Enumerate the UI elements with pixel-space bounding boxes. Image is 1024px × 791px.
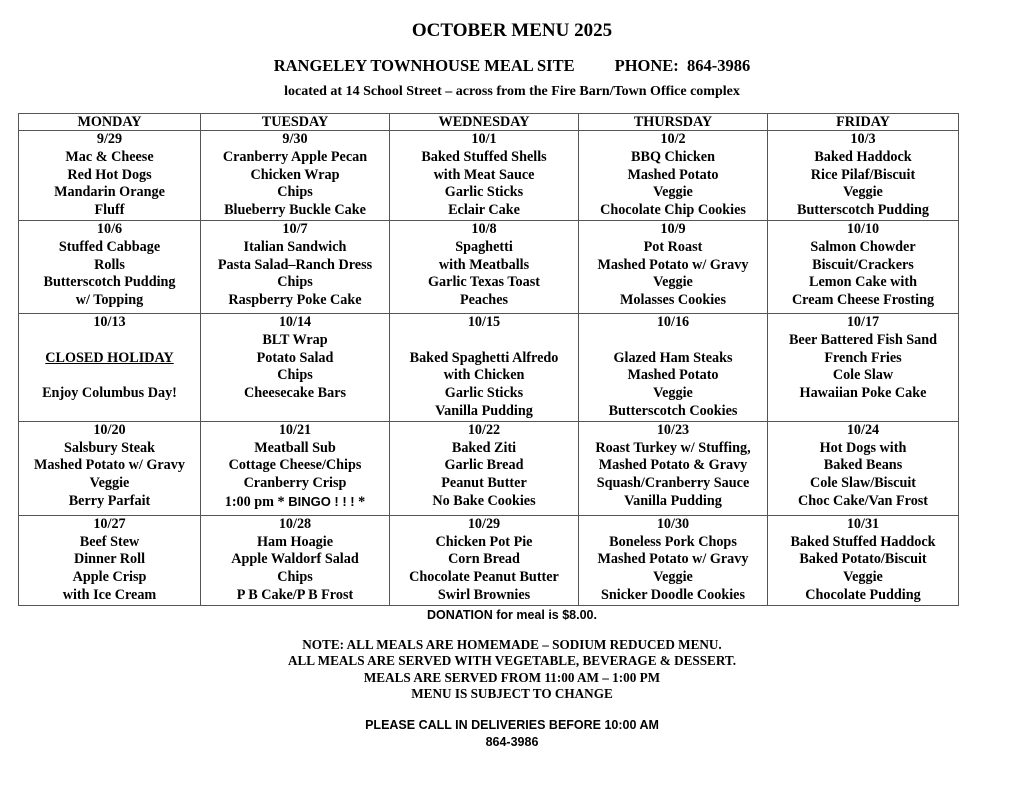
menu-item: P B Cake/P B Frost <box>236 586 354 603</box>
menu-item: Corn Bread <box>448 551 520 568</box>
menu-item: Baked Potato/Biscuit <box>799 551 927 568</box>
menu-item: Chicken Wrap <box>250 166 340 183</box>
menu-item: Lemon Cake with <box>809 274 917 291</box>
week-row <box>19 313 959 421</box>
menu-item: Mac & Cheese <box>65 148 154 165</box>
menu-item: Baked Ziti <box>451 439 517 456</box>
menu-item: Baked Spaghetti Alfredo <box>409 349 559 366</box>
bingo-time: 1:00 pm * <box>224 493 289 510</box>
menu-item: Ham Hoagie <box>256 533 334 550</box>
menu-item: Chocolate Pudding <box>805 586 921 603</box>
bingo-label: BINGO ! ! ! <box>288 493 355 509</box>
menu-item: Mashed Potato <box>627 166 719 183</box>
menu-item: Roast Turkey w/ Stuffing, <box>595 439 751 456</box>
menu-item: Garlic Sticks <box>444 385 524 402</box>
menu-date: 10/6 <box>96 220 123 237</box>
menu-day-cell <box>201 421 390 515</box>
menu-item: Swirl Brownies <box>437 586 531 603</box>
menu-day-cell <box>201 220 390 313</box>
menu-date: 10/7 <box>282 220 308 237</box>
menu-day-cell <box>768 515 959 605</box>
site-phone: PHONE: 864-3986 <box>614 56 751 75</box>
menu-date: 10/29 <box>467 515 501 532</box>
menu-date: 10/17 <box>846 313 880 330</box>
menu-day-cell <box>768 313 959 421</box>
menu-item: Baked Stuffed Shells <box>421 148 547 165</box>
menu-item: with Ice Cream <box>62 586 157 603</box>
menu-item: Mandarin Orange <box>54 184 165 201</box>
menu-item: Raspberry Poke Cake <box>228 292 362 309</box>
menu-date: 10/28 <box>278 515 312 532</box>
menu-item: Beer Battered Fish Sand <box>788 331 938 348</box>
menu-item: Chicken Pot Pie <box>435 533 533 550</box>
menu-item: with Meatballs <box>438 256 530 273</box>
menu-date: 10/8 <box>471 220 497 237</box>
menu-item: Biscuit/Crackers <box>812 256 914 273</box>
week-row <box>19 220 959 313</box>
menu-item: Butterscotch Pudding <box>796 202 930 219</box>
menu-day-cell <box>390 421 579 515</box>
menu-item: Veggie <box>653 385 693 402</box>
menu-item: Spaghetti <box>455 238 513 255</box>
menu-item: BLT Wrap <box>262 331 328 348</box>
menu-item: Rice Pilaf/Biscuit <box>810 166 916 183</box>
menu-date: 10/31 <box>846 515 880 532</box>
menu-item: Berry Parfait <box>68 492 151 509</box>
blank-line <box>21 367 198 385</box>
menu-day-cell <box>579 220 768 313</box>
menu-date: 9/30 <box>282 131 308 147</box>
menu-item: Hawaiian Poke Cake <box>799 385 927 402</box>
menu-day-cell <box>19 421 201 515</box>
menu-item: Cole Slaw <box>832 367 894 384</box>
menu-date: 10/30 <box>656 515 690 532</box>
menu-item: Veggie <box>843 569 883 586</box>
menu-item: Potato Salad <box>256 349 334 366</box>
menu-item: Chips <box>277 274 313 291</box>
menu-day-cell <box>19 515 201 605</box>
menu-item: Butterscotch Pudding <box>43 274 176 291</box>
menu-item: Peanut Butter <box>441 475 527 492</box>
menu-item: Baked Beans <box>823 457 903 474</box>
menu-day-cell <box>19 313 201 421</box>
menu-item: Cranberry Crisp <box>243 475 347 492</box>
menu-date: 10/13 <box>93 313 126 330</box>
bingo-suffix: * <box>354 493 366 510</box>
menu-item: Baked Haddock <box>814 148 912 165</box>
menu-date: 10/15 <box>467 313 501 330</box>
menu-day-cell <box>390 515 579 605</box>
menu-item: Salsbury Steak <box>63 439 156 456</box>
menu-item: Snicker Doodle Cookies <box>601 586 745 603</box>
delivery-note <box>0 717 1024 750</box>
menu-item: Butterscotch Cookies <box>608 402 738 419</box>
menu-day-cell <box>768 220 959 313</box>
menu-item: Italian Sandwich <box>243 238 347 255</box>
menu-day-cell <box>201 131 390 221</box>
menu-item: Dinner Roll <box>73 551 146 568</box>
bingo-line <box>203 493 387 512</box>
menu-item: Meatball Sub <box>254 439 336 456</box>
menu-item: French Fries <box>824 349 902 366</box>
blank-line <box>392 332 576 350</box>
menu-date: 10/24 <box>846 421 880 438</box>
menu-date: 10/22 <box>467 421 501 438</box>
day-header-row <box>19 114 959 131</box>
menu-item: Chips <box>277 367 313 384</box>
menu-date: 9/29 <box>96 131 123 147</box>
week-row <box>19 421 959 515</box>
menu-item: Peaches <box>459 292 509 309</box>
menu-date: 10/2 <box>660 131 686 147</box>
menu-item: Pasta Salad–Ranch Dress <box>217 256 373 273</box>
menu-item: Molasses Cookies <box>619 292 726 309</box>
menu-item: Veggie <box>653 184 693 201</box>
menu-item: Baked Stuffed Haddock <box>790 533 936 550</box>
menu-item: Cream Cheese Frosting <box>791 292 935 309</box>
menu-item: Veggie <box>843 184 883 201</box>
menu-day-cell <box>579 515 768 605</box>
note-line: MENU IS SUBJECT TO CHANGE <box>411 685 613 701</box>
menu-item: Cole Slaw/Biscuit <box>809 475 917 492</box>
menu-item: Garlic Bread <box>444 457 524 474</box>
menu-day-cell <box>768 421 959 515</box>
menu-day-cell <box>768 131 959 221</box>
menu-date: 10/9 <box>660 220 686 237</box>
menu-day-cell <box>390 313 579 421</box>
menu-day-cell <box>390 131 579 221</box>
menu-item: Salmon Chowder <box>810 238 916 255</box>
menu-calendar <box>18 113 959 606</box>
day-header-monday: MONDAY <box>19 114 201 131</box>
menu-item: Beef Stew <box>79 533 140 550</box>
menu-item: Vanilla Pudding <box>435 402 533 419</box>
menu-item: Cranberry Apple Pecan <box>222 148 368 165</box>
page-title: OCTOBER MENU 2025 <box>411 20 613 41</box>
menu-item: Veggie <box>653 274 693 291</box>
menu-day-cell <box>390 220 579 313</box>
menu-item: Garlic Sticks <box>444 184 524 201</box>
meal-notes <box>0 637 1024 702</box>
menu-item: Mashed Potato w/ Gravy <box>34 457 185 474</box>
blank-line <box>21 332 198 350</box>
menu-item: Cheesecake Bars <box>243 385 347 402</box>
menu-item: Mashed Potato & Gravy <box>598 457 748 474</box>
day-header-friday: FRIDAY <box>768 114 959 131</box>
menu-item: BBQ Chicken <box>631 148 715 165</box>
menu-item: Enjoy Columbus Day! <box>42 385 177 402</box>
menu-item: Chips <box>277 569 313 586</box>
menu-day-cell <box>579 313 768 421</box>
menu-item: Rolls <box>94 256 125 273</box>
menu-item: Red Hot Dogs <box>67 166 152 183</box>
menu-item: Apple Crisp <box>72 569 147 586</box>
day-header-thursday: THURSDAY <box>579 114 768 131</box>
menu-item: Blueberry Buckle Cake <box>224 202 366 219</box>
menu-item: Vanilla Pudding <box>624 492 722 509</box>
menu-date: 10/10 <box>846 220 880 237</box>
closed-holiday-label: CLOSED HOLIDAY <box>45 349 174 366</box>
menu-item: Choc Cake/Van Frost <box>797 492 929 509</box>
note-line: ALL MEALS ARE SERVED WITH VEGETABLE, BEVERAGE & DESSERT. <box>287 653 737 669</box>
menu-item: Cottage Cheese/Chips <box>228 457 362 474</box>
day-header-wednesday: WEDNESDAY <box>390 114 579 131</box>
donation-note: DONATION for meal is $8.00. <box>427 608 597 622</box>
menu-date: 10/21 <box>278 421 312 438</box>
menu-item: Apple Waldorf Salad <box>231 551 359 568</box>
note-line: NOTE: ALL MEALS ARE HOMEMADE – SODIUM REDUCED MENU. <box>302 637 722 652</box>
week-row <box>19 515 959 605</box>
menu-item: Stuffed Cabbage <box>58 238 161 255</box>
menu-item: with Meat Sauce <box>433 166 535 183</box>
week-row <box>19 131 959 221</box>
site-name: RANGELEY TOWNHOUSE MEAL SITE <box>273 56 575 75</box>
delivery-line: PLEASE CALL IN DELIVERIES BEFORE 10:00 AM <box>365 718 659 732</box>
menu-day-cell <box>19 131 201 221</box>
menu-date: 10/20 <box>93 421 126 438</box>
menu-date: 10/16 <box>656 313 690 330</box>
menu-day-cell <box>201 515 390 605</box>
menu-item: Fluff <box>94 202 125 219</box>
delivery-phone: 864-3986 <box>485 734 539 749</box>
menu-item: Veggie <box>89 475 130 492</box>
menu-item: Pot Roast <box>643 238 703 255</box>
menu-item: Mashed Potato w/ Gravy <box>597 551 749 568</box>
menu-day-cell <box>201 313 390 421</box>
menu-item: Hot Dogs with <box>819 439 907 456</box>
menu-item: Veggie <box>653 569 693 586</box>
menu-item: Glazed Ham Steaks <box>613 349 733 366</box>
menu-day-cell <box>579 131 768 221</box>
menu-day-cell <box>19 220 201 313</box>
menu-date: 10/3 <box>850 131 876 147</box>
menu-item: Chocolate Peanut Butter <box>409 569 559 586</box>
menu-date: 10/23 <box>656 421 690 438</box>
menu-item: Garlic Texas Toast <box>428 274 540 291</box>
site-location: located at 14 School Street – across from the Fire Barn/Town Office complex <box>284 84 740 99</box>
menu-item: Boneless Pork Chops <box>609 533 737 550</box>
menu-item: No Bake Cookies <box>432 492 536 509</box>
menu-item: Eclair Cake <box>448 202 520 219</box>
menu-item: Chocolate Chip Cookies <box>600 202 746 219</box>
menu-item: Mashed Potato <box>627 367 719 384</box>
menu-item: Chips <box>277 184 313 201</box>
menu-item: w/ Topping <box>75 292 144 309</box>
site-header <box>0 56 1024 76</box>
menu-item: Mashed Potato w/ Gravy <box>597 256 749 273</box>
menu-item: Squash/Cranberry Sauce <box>596 475 750 492</box>
menu-date: 10/1 <box>471 131 497 147</box>
blank-line <box>581 332 765 350</box>
menu-item: with Chicken <box>443 367 525 384</box>
note-line: MEALS ARE SERVED FROM 11:00 AM – 1:00 PM <box>363 669 661 685</box>
day-header-tuesday: TUESDAY <box>201 114 390 131</box>
menu-date: 10/27 <box>93 515 126 532</box>
menu-date: 10/14 <box>278 313 312 330</box>
menu-day-cell <box>579 421 768 515</box>
